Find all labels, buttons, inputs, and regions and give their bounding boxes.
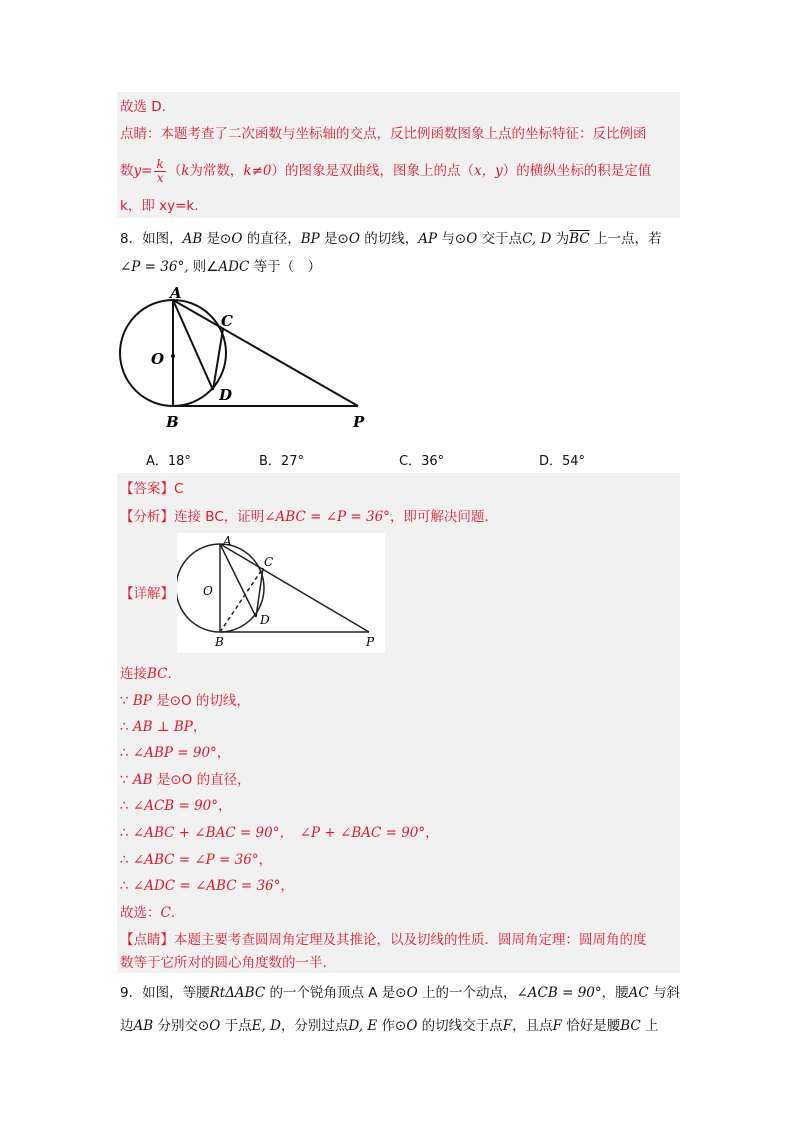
label-o: O <box>151 350 165 368</box>
label-p: P <box>353 413 365 431</box>
solution-line: ∵ AB 是⊙O 的直径， <box>120 772 251 788</box>
question-8-line-1: 8．如图，AB 是⊙O 的直径，BP 是⊙O 的切线，AP 与⊙O 交于点C, D 为$\overline{BC}$ 上一点，若 <box>120 231 662 247</box>
tip-line-1: 【点睛】本题主要考查圆周角定理及其推论，以及切线的性质．圆周角定理：圆周角的度 <box>120 932 647 948</box>
label-p-2: P <box>366 635 375 649</box>
top-line-3: 数y= $\frac{k}{x}$ （k为常数，k≠0）的图象是双曲线，图象上的点（x，y）的横纵坐标的积是定值 <box>120 156 652 185</box>
tip-line-2: 数等于它所对的圆心角度数的一半. <box>120 955 327 971</box>
answer-line: 【答案】C <box>120 481 184 497</box>
label-c-2: C <box>264 555 274 569</box>
question-9-line-1: 9．如图，等腰RtΔABC 的一个锐角顶点 A 是⊙O 上的一个动点，∠ACB = 90°，腰AC 与斜 <box>120 985 681 1001</box>
solution-line: ∴ ∠ABC + ∠BAC = 90°， ∠P + ∠BAC = 90°， <box>120 825 439 841</box>
solution-line: ∵ BP 是⊙O 的切线， <box>120 693 250 709</box>
chord-cd-2 <box>256 568 263 617</box>
label-c: C <box>221 312 233 330</box>
solution-line: ∴ ∠ACB = 90°， <box>120 798 232 814</box>
label-d-2: D <box>260 613 270 627</box>
figure-circle-tangent <box>118 286 378 434</box>
top-line-4: k，即 xy=k. <box>120 198 199 214</box>
label-b: B <box>166 413 179 431</box>
analysis-line: 【分析】连接 BC，证明∠ABC = ∠P = 36°，即可解决问题. <box>120 509 489 525</box>
option-a: A．18° <box>146 454 191 469</box>
center-dot <box>171 354 175 358</box>
label-d: D <box>219 386 233 404</box>
solution-line: ∴ ∠ABP = 90°， <box>120 745 231 761</box>
label-b-2: B <box>215 635 224 649</box>
question-8-line-2: ∠P = 36°, 则∠ADC 等于（ ） <box>120 259 322 275</box>
question-9-line-2: 边AB 分别交⊙O 于点E, D，分别过点D, E 作⊙O 的切线交于点F，且点F 恰好是腰BC 上 <box>120 1018 659 1034</box>
label-o-2: O <box>203 584 213 598</box>
top-line-2: 点睛：本题考查了二次函数与坐标轴的交点，反比例函数图象上点的坐标特征：反比例函 <box>120 126 647 142</box>
figure-detail <box>177 533 385 653</box>
secant-ap <box>173 300 358 406</box>
dashed-bc <box>220 568 263 632</box>
option-d: D．54° <box>539 454 586 469</box>
option-c: C．36° <box>399 454 445 469</box>
solution-line: ∴ ∠ABC = ∠P = 36°， <box>120 852 273 868</box>
detail-label: 【详解】 <box>120 586 174 602</box>
solution-line: ∴ ∠ADC = ∠ABC = 36°， <box>120 878 294 894</box>
solution-line: ∴ AB ⊥ BP， <box>120 719 207 735</box>
label-a-2: A <box>223 534 232 548</box>
top-shaded-block <box>117 92 680 218</box>
solution-line: 故选：C. <box>120 905 176 921</box>
option-b: B．27° <box>259 454 304 469</box>
label-a: A <box>170 286 182 302</box>
solution-line: 连接BC. <box>120 666 172 682</box>
top-line-1: 故选 D. <box>120 99 166 115</box>
